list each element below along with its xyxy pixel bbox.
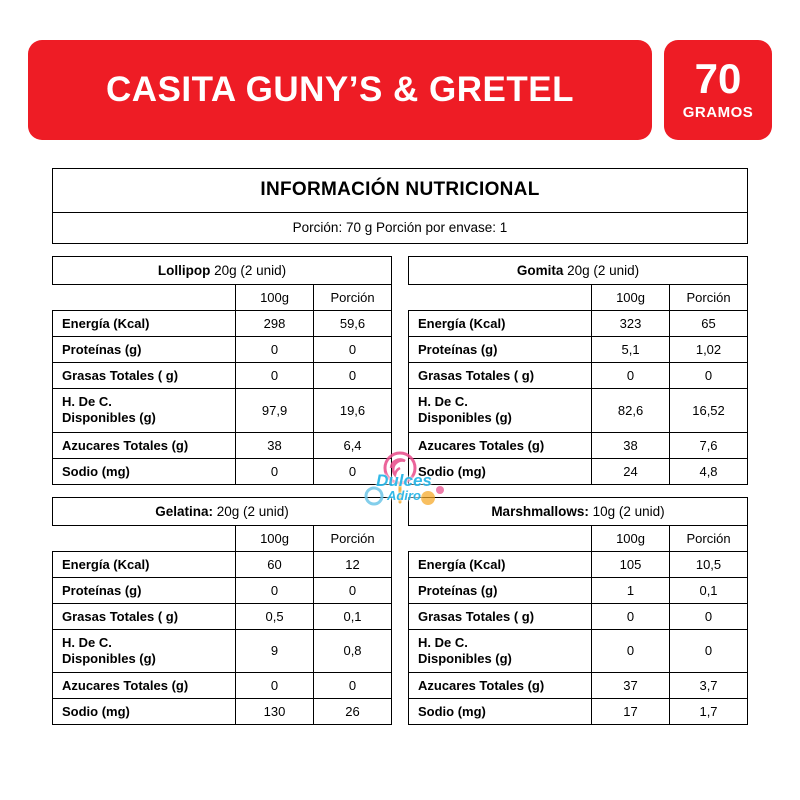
row-label-grasas: Grasas Totales ( g) <box>53 603 236 629</box>
row-label-sodio: Sodio (mg) <box>53 458 236 484</box>
row-label-hidratos-line1: H. De C. <box>62 634 112 650</box>
table-product-name: Gelatina: <box>155 503 213 519</box>
cell-value: 0 <box>592 629 670 673</box>
table-row <box>409 363 748 389</box>
empty-corner-cell <box>409 525 592 551</box>
cell-value: 19,6 <box>314 389 392 433</box>
table-row <box>409 337 748 363</box>
table-header-row <box>409 285 748 311</box>
table-row <box>409 577 748 603</box>
table-caption <box>53 497 392 525</box>
table-header-row <box>53 285 392 311</box>
row-label-hidratos <box>409 389 592 433</box>
row-label-hidratos-line2: Disponibles (g) <box>418 650 512 666</box>
row-label-energia: Energía (Kcal) <box>53 551 236 577</box>
row-label-grasas: Grasas Totales ( g) <box>409 363 592 389</box>
cell-value: 3,7 <box>670 673 748 699</box>
row-label-hidratos <box>53 629 236 673</box>
cell-value: 1 <box>592 577 670 603</box>
cell-value: 10,5 <box>670 551 748 577</box>
table-caption-row <box>53 257 392 285</box>
cell-value: 12 <box>314 551 392 577</box>
cell-value: 38 <box>236 432 314 458</box>
row-label-sodio: Sodio (mg) <box>409 458 592 484</box>
cell-value: 0 <box>314 458 392 484</box>
table-header-row <box>409 525 748 551</box>
cell-value: 6,4 <box>314 432 392 458</box>
table-product-name: Lollipop <box>157 263 211 278</box>
row-label-proteinas: Proteínas (g) <box>409 337 592 363</box>
table-caption <box>409 257 748 285</box>
column-header-100g: 100g <box>592 525 670 551</box>
row-label-azucares: Azucares Totales (g) <box>409 673 592 699</box>
cell-value: 7,6 <box>670 432 748 458</box>
column-header-portion: Porción <box>314 525 392 551</box>
table-row <box>409 629 748 673</box>
cell-value: 0,1 <box>670 577 748 603</box>
table-row <box>53 577 392 603</box>
row-label-hidratos-line2: Disponibles (g) <box>62 410 156 426</box>
cell-value: 0 <box>236 363 314 389</box>
row-label-hidratos-line1: H. De C. <box>62 394 112 409</box>
nutrition-section <box>52 168 748 725</box>
table-product-detail: 20g (2 unid) <box>567 263 640 278</box>
row-label-hidratos <box>53 389 236 433</box>
table-product-detail: 20g (2 unid) <box>214 263 287 278</box>
row-label-azucares: Azucares Totales (g) <box>409 432 592 458</box>
cell-value: 0,8 <box>314 629 392 673</box>
cell-value: 0 <box>236 337 314 363</box>
weight-unit: GRAMOS <box>682 103 754 121</box>
column-header-portion: Porción <box>314 285 392 311</box>
table-row <box>409 389 748 433</box>
table-row <box>409 311 748 337</box>
table-caption-row <box>53 497 392 525</box>
table-row <box>53 311 392 337</box>
table-caption-row <box>409 257 748 285</box>
row-label-energia: Energía (Kcal) <box>409 311 592 337</box>
cell-value: 17 <box>592 699 670 725</box>
nutrition-header-box <box>52 168 748 244</box>
cell-value: 9 <box>236 629 314 673</box>
table-row <box>53 629 392 673</box>
nutrition-table-marshmallows <box>408 497 748 726</box>
nutrition-tables-grid <box>52 256 748 725</box>
cell-value: 0,5 <box>236 603 314 629</box>
header <box>28 40 772 140</box>
row-label-energia: Energía (Kcal) <box>409 551 592 577</box>
row-label-hidratos-line1: H. De C. <box>418 394 468 409</box>
table-row <box>53 432 392 458</box>
row-label-energia: Energía (Kcal) <box>53 311 236 337</box>
row-label-hidratos-line1: H. De C. <box>418 634 468 650</box>
table-row <box>53 389 392 433</box>
nutrition-table-gelatina <box>52 497 392 726</box>
table-product-name: Marshmallows: <box>491 503 589 519</box>
cell-value: 0 <box>592 363 670 389</box>
cell-value: 0,1 <box>314 603 392 629</box>
cell-value: 5,1 <box>592 337 670 363</box>
cell-value: 65 <box>670 311 748 337</box>
table-row <box>53 363 392 389</box>
cell-value: 323 <box>592 311 670 337</box>
table-row <box>409 551 748 577</box>
table-row <box>409 458 748 484</box>
product-title-banner <box>28 40 652 140</box>
cell-value: 97,9 <box>236 389 314 433</box>
table-product-detail: 10g (2 unid) <box>592 503 665 519</box>
column-header-portion: Porción <box>670 525 748 551</box>
table-row <box>409 432 748 458</box>
cell-value: 37 <box>592 673 670 699</box>
cell-value: 38 <box>592 432 670 458</box>
table-row <box>409 699 748 725</box>
cell-value: 0 <box>236 458 314 484</box>
table-product-name: Gomita <box>516 263 564 278</box>
cell-value: 105 <box>592 551 670 577</box>
cell-value: 82,6 <box>592 389 670 433</box>
cell-value: 0 <box>670 603 748 629</box>
cell-value: 130 <box>236 699 314 725</box>
cell-value: 298 <box>236 311 314 337</box>
page-title: CASITA GUNY’S & GRETEL <box>106 69 574 109</box>
row-label-grasas: Grasas Totales ( g) <box>409 603 592 629</box>
empty-corner-cell <box>409 285 592 311</box>
row-label-sodio: Sodio (mg) <box>409 699 592 725</box>
watermark-line2: Adiro <box>387 488 421 503</box>
cell-value: 1,02 <box>670 337 748 363</box>
cell-value: 0 <box>592 603 670 629</box>
row-label-azucares: Azucares Totales (g) <box>53 432 236 458</box>
table-row <box>409 603 748 629</box>
row-label-hidratos-line2: Disponibles (g) <box>418 410 512 426</box>
column-header-100g: 100g <box>592 285 670 311</box>
row-label-hidratos <box>409 629 592 673</box>
watermark-line1: Dulces <box>376 471 432 490</box>
table-row <box>53 458 392 484</box>
row-label-proteinas: Proteínas (g) <box>53 577 236 603</box>
nutrition-table-gomita <box>408 256 748 485</box>
column-header-100g: 100g <box>236 285 314 311</box>
cell-value: 0 <box>236 577 314 603</box>
weight-badge <box>664 40 772 140</box>
cell-value: 0 <box>236 673 314 699</box>
cell-value: 59,6 <box>314 311 392 337</box>
table-header-row <box>53 525 392 551</box>
cell-value: 16,52 <box>670 389 748 433</box>
cell-value: 0 <box>670 363 748 389</box>
table-row <box>53 551 392 577</box>
row-label-sodio: Sodio (mg) <box>53 699 236 725</box>
cell-value: 24 <box>592 458 670 484</box>
column-header-portion: Porción <box>670 285 748 311</box>
table-row <box>409 673 748 699</box>
empty-corner-cell <box>53 525 236 551</box>
table-caption-row <box>409 497 748 525</box>
row-label-proteinas: Proteínas (g) <box>53 337 236 363</box>
cell-value: 0 <box>314 577 392 603</box>
row-label-azucares: Azucares Totales (g) <box>53 673 236 699</box>
portion-line: Porción: 70 g Porción por envase: 1 <box>53 212 747 243</box>
cell-value: 26 <box>314 699 392 725</box>
table-row <box>53 603 392 629</box>
cell-value: 0 <box>314 673 392 699</box>
cell-value: 0 <box>314 363 392 389</box>
nutrition-heading: INFORMACIÓN NUTRICIONAL <box>260 179 540 200</box>
cell-value: 0 <box>670 629 748 673</box>
table-product-detail: 20g (2 unid) <box>216 503 289 519</box>
row-label-hidratos-line2: Disponibles (g) <box>62 650 156 666</box>
cell-value: 60 <box>236 551 314 577</box>
table-caption <box>409 497 748 525</box>
table-row <box>53 673 392 699</box>
cell-value: 1,7 <box>670 699 748 725</box>
table-caption <box>53 257 392 285</box>
row-label-proteinas: Proteínas (g) <box>409 577 592 603</box>
empty-corner-cell <box>53 285 236 311</box>
table-row <box>53 337 392 363</box>
nutrition-table-lollipop <box>52 256 392 485</box>
table-row <box>53 699 392 725</box>
weight-number: 70 <box>694 54 742 102</box>
cell-value: 0 <box>314 337 392 363</box>
row-label-grasas: Grasas Totales ( g) <box>53 363 236 389</box>
cell-value: 4,8 <box>670 458 748 484</box>
column-header-100g: 100g <box>236 525 314 551</box>
